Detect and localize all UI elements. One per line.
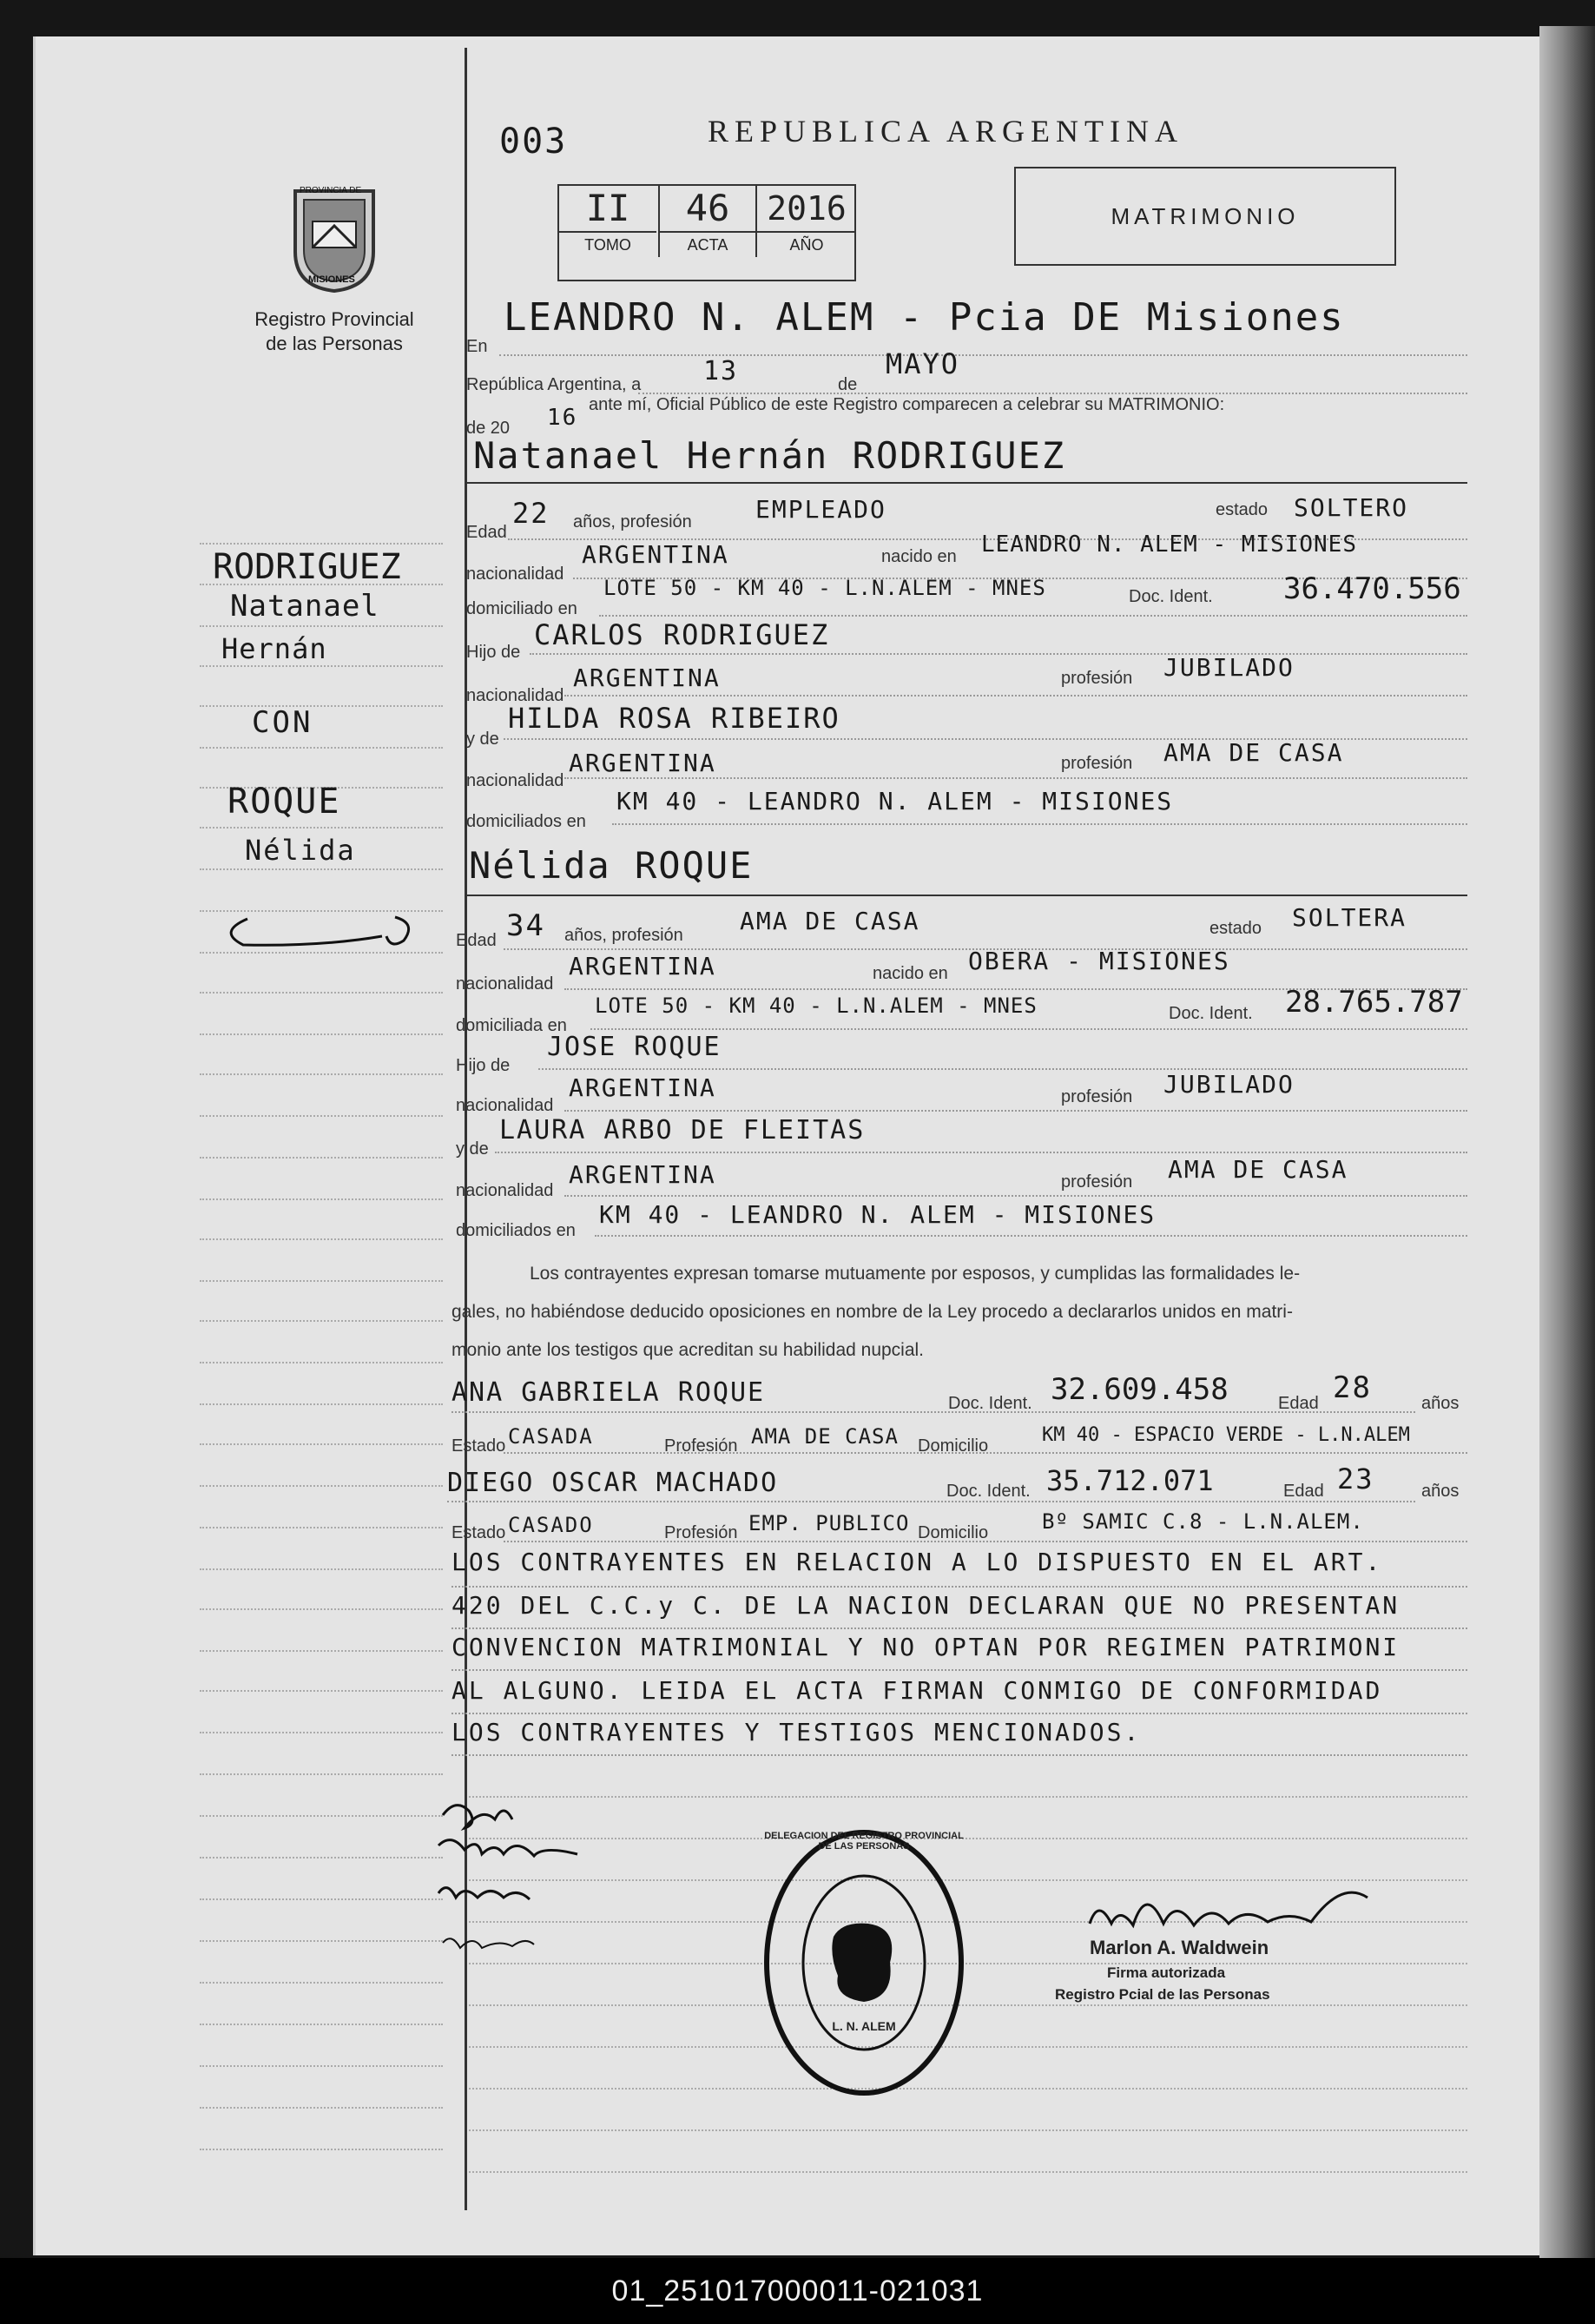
margin-rule — [200, 1650, 443, 1652]
bride-mother-nationality: ARGENTINA — [569, 1160, 716, 1189]
margin-rule — [200, 827, 443, 829]
declaration-line2: gales, no habiéndose deducido oposiciones en nombre de la Ley procedo a declararlos unidos en matri- — [451, 1302, 1293, 1322]
en-label: En — [466, 337, 488, 356]
note-line2: 420 DEL C.C.y C. DE LA NACION DECLARAN QUE NO PRESENTAN — [451, 1591, 1401, 1620]
witness2-profesion-label: Profesión — [664, 1523, 738, 1542]
note-line4: AL ALGUNO. LEIDA EL ACTA FIRMAN CONMIGO DE CONFORMIDAD — [451, 1676, 1383, 1705]
bride-father: JOSE ROQUE — [547, 1032, 722, 1062]
margin-rule — [200, 1940, 443, 1942]
groom-edad-label: Edad — [466, 523, 507, 542]
witness2-doc-label: Doc. Ident. — [946, 1482, 1031, 1501]
republica-label: República Argentina, a — [466, 375, 642, 394]
note-rule2 — [451, 1627, 1467, 1629]
witness2-anos-label: años — [1421, 1482, 1460, 1501]
witness1-rule2 — [504, 1452, 1467, 1454]
note-rule5 — [451, 1754, 1467, 1756]
bride-nationality: ARGENTINA — [569, 952, 716, 980]
groom-address: LOTE 50 - KM 40 - L.N.ALEM - MNES — [603, 576, 1046, 600]
witness1-profession: AMA DE CASA — [751, 1424, 899, 1449]
margin-rule — [200, 1403, 443, 1405]
bride-mother: LAURA ARBO DE FLEITAS — [499, 1115, 866, 1145]
margin-line4: CON — [252, 705, 313, 740]
blank-rule — [469, 2046, 1467, 2048]
place-rule — [499, 354, 1467, 356]
margin-line2: Natanael — [230, 589, 379, 624]
groom-domiciliado-label: domiciliado en — [466, 599, 577, 618]
groom-nacido-label: nacido en — [881, 547, 957, 566]
bride-birthplace: OBERA - MISIONES — [968, 947, 1230, 975]
groom-domiciliados-label: domiciliados en — [466, 812, 586, 831]
groom-estado-label: estado — [1216, 500, 1269, 519]
note-rule1 — [451, 1586, 1467, 1588]
margin-rule — [200, 2149, 443, 2150]
witness1-edad-label: Edad — [1278, 1394, 1319, 1413]
margin-rule — [200, 1568, 443, 1570]
groom-father-nat-label: nacionalidad — [466, 686, 564, 705]
groom-father-profession: JUBILADO — [1163, 653, 1295, 682]
bride-father-nat-rule — [564, 1110, 1467, 1112]
registry-name-line2: de las Personas — [266, 333, 403, 354]
groom-birthplace: LEANDRO N. ALEM - MISIONES — [981, 531, 1357, 558]
groom-dom-rule — [599, 615, 1467, 617]
bride-domiciliada-label: domiciliada en — [456, 1016, 567, 1035]
official-title: Firma autorizada — [1107, 1964, 1226, 1981]
groom-mother-nat-rule — [564, 777, 1467, 779]
bride-father-nat-label: nacionalidad — [456, 1096, 554, 1115]
bride-estado-label: estado — [1209, 919, 1262, 938]
witness1-age: 28 — [1333, 1370, 1372, 1405]
note-rule3 — [451, 1669, 1467, 1671]
margin-rule — [200, 1238, 443, 1240]
seal-text-top: PROVINCIA DE — [300, 186, 362, 195]
margin-rule — [200, 1198, 443, 1200]
registry-stamp — [760, 1824, 968, 2102]
bride-doc-label: Doc. Ident. — [1169, 1004, 1253, 1023]
margin-rule — [200, 1320, 443, 1322]
bride-nacido-label: nacido en — [873, 964, 948, 983]
margin-rule — [200, 1690, 443, 1692]
act-type-box — [1014, 167, 1396, 266]
date-rule — [638, 393, 1467, 394]
page-number: 003 — [499, 122, 568, 162]
blank-rule — [469, 2088, 1467, 2090]
country-title: REPUBLICA ARGENTINA — [708, 114, 1184, 149]
margin-rule — [200, 625, 443, 627]
groom-father-nat-rule — [564, 695, 1467, 697]
groom-hijo-label: Hijo de — [466, 643, 521, 662]
bride-edad-label: Edad — [456, 931, 497, 950]
bride-mother-nat-rule — [564, 1195, 1467, 1197]
declaration-line1: Los contrayentes expresan tomarse mutuamente por esposos, y cumplidas las formalidades le- — [530, 1264, 1301, 1284]
margin-rule — [200, 1157, 443, 1159]
year-suffix: 16 — [547, 405, 578, 431]
bride-name-rule — [466, 895, 1467, 896]
margin-rule — [200, 1033, 443, 1035]
year-prefix: de 20 — [466, 419, 511, 438]
place-value: LEANDRO N. ALEM - Pcia DE Misiones — [504, 295, 1345, 340]
groom-yde-label: y de — [466, 730, 499, 749]
acta-label: ACTA — [658, 231, 755, 257]
groom-status: SOLTERO — [1294, 493, 1409, 522]
ante-text: ante mí, Oficial Público de este Registro comparecen a celebrar su MATRIMONIO: — [589, 395, 1225, 414]
margin-rule — [200, 1732, 443, 1733]
groom-doc-label: Doc. Ident. — [1129, 587, 1213, 606]
groom-father-prof-label: profesión — [1061, 669, 1133, 688]
bride-father-prof-label: profesión — [1061, 1087, 1133, 1106]
groom-name-rule — [466, 482, 1467, 484]
month-value: MAYO — [886, 347, 960, 380]
margin-rule — [200, 2024, 443, 2025]
witness2-profession: EMP. PUBLICO — [748, 1511, 910, 1535]
bride-mother-prof-label: profesión — [1061, 1172, 1133, 1192]
groom-profession: EMPLEADO — [755, 495, 886, 524]
image-id-bar — [0, 2258, 1595, 2324]
margin-line3: Hernán — [221, 632, 327, 665]
margin-rule — [200, 1280, 443, 1282]
witness2-edad-label: Edad — [1283, 1482, 1324, 1501]
groom-mother: HILDA ROSA RIBEIRO — [508, 702, 840, 735]
tomo-label: TOMO — [559, 231, 656, 257]
bride-parents-address: KM 40 - LEANDRO N. ALEM - MISIONES — [599, 1200, 1157, 1229]
bride-full-name: Nélida ROQUE — [469, 844, 754, 887]
tomo-acta-anio-table — [557, 184, 856, 281]
witness1-rule — [451, 1411, 1415, 1413]
margin-rule — [200, 1982, 443, 1984]
witness1-doc-label: Doc. Ident. — [948, 1394, 1032, 1413]
groom-parents-rule — [612, 823, 1467, 825]
witness2-age: 23 — [1337, 1462, 1374, 1495]
bride-parents-rule — [595, 1235, 1467, 1237]
acta-value: 46 — [658, 186, 755, 231]
bride-yde-label: y de — [456, 1139, 489, 1159]
bride-mother-nat-label: nacionalidad — [456, 1181, 554, 1200]
bride-address: LOTE 50 - KM 40 - L.N.ALEM - MNES — [595, 994, 1038, 1018]
witness2-rule2 — [504, 1541, 1467, 1542]
bride-hijo-label: Hijo de — [456, 1056, 511, 1075]
bride-age: 34 — [506, 908, 545, 943]
bride-father-nationality: ARGENTINA — [569, 1073, 716, 1102]
note-rule4 — [451, 1713, 1467, 1714]
groom-nacionalidad-label: nacionalidad — [466, 564, 564, 584]
margin-rule — [200, 1527, 443, 1528]
margin-rule — [200, 1815, 443, 1817]
bride-father-rule — [538, 1068, 1467, 1070]
stamp-center-text: L. N. ALEM — [832, 2019, 896, 2033]
tomo-value: II — [585, 187, 630, 229]
party-signatures — [430, 1793, 638, 1967]
note-line1: LOS CONTRAYENTES EN RELACION A LO DISPUESTO EN EL ART. — [451, 1548, 1383, 1576]
witness2-rule — [447, 1501, 1415, 1502]
de-label: de — [838, 375, 858, 394]
bride-mother-profession: AMA DE CASA — [1168, 1155, 1348, 1184]
blank-rule — [469, 2129, 1467, 2131]
witness1-doc: 32.609.458 — [1051, 1372, 1229, 1407]
official-name: Marlon A. Waldwein — [1090, 1937, 1269, 1958]
witness1-address: KM 40 - ESPACIO VERDE - L.N.ALEM — [1042, 1424, 1410, 1446]
witness1-estado-label: Estado — [451, 1436, 506, 1456]
margin-rule — [200, 543, 443, 545]
margin-rule — [200, 2107, 443, 2109]
seal-text-bottom: MISIONES — [308, 274, 355, 285]
day-value: 13 — [703, 356, 739, 386]
margin-rule — [200, 1073, 443, 1075]
bride-anos-label: años, profesión — [564, 926, 683, 945]
anio-label: AÑO — [755, 231, 856, 257]
margin-rule — [200, 747, 443, 749]
groom-mother-nat-label: nacionalidad — [466, 771, 564, 790]
margin-rule — [200, 1443, 443, 1445]
groom-mother-prof-label: profesión — [1061, 754, 1133, 773]
witness1-anos-label: años — [1421, 1394, 1460, 1413]
groom-full-name: Natanael Hernán RODRIGUEZ — [473, 434, 1066, 477]
declaration-text — [451, 1255, 1467, 1370]
witness2-status: CASADO — [508, 1513, 594, 1537]
bride-mother-rule — [495, 1152, 1467, 1153]
margin-rule — [200, 1362, 443, 1363]
witness1-domicilio-label: Domicilio — [918, 1436, 989, 1456]
bride-doc: 28.765.787 — [1285, 985, 1463, 1020]
groom-father-rule — [530, 653, 1467, 655]
declaration-line3: monio ante los testigos que acreditan su habilidad nupcial. — [451, 1340, 925, 1360]
groom-father-nationality: ARGENTINA — [573, 664, 721, 692]
margin-flourish — [217, 910, 417, 954]
groom-anos-label: años, profesión — [573, 512, 692, 531]
groom-doc: 36.470.556 — [1283, 571, 1461, 606]
margin-rule — [200, 1773, 443, 1775]
groom-father: CARLOS RODRIGUEZ — [534, 618, 830, 651]
bride-father-profession: JUBILADO — [1163, 1070, 1295, 1099]
act-type-label: MATRIMONIO — [1111, 203, 1300, 229]
witness1-name: ANA GABRIELA ROQUE — [451, 1377, 766, 1408]
bride-status: SOLTERA — [1292, 903, 1407, 932]
margin-rule — [200, 705, 443, 707]
margin-line1: RODRIGUEZ — [213, 547, 401, 587]
image-id-text: 01_251017000011-021031 — [611, 2274, 984, 2307]
witness2-estado-label: Estado — [451, 1523, 506, 1542]
witness2-doc: 35.712.071 — [1046, 1464, 1214, 1497]
stamp-ring-text: DELEGACION DEL REGISTRO PROVINCIAL DE LAS PERSONAS — [764, 1831, 964, 1852]
official-office: Registro Pcial de las Personas — [1055, 1986, 1270, 2003]
margin-rule — [200, 1857, 443, 1859]
margin-rule — [200, 2065, 443, 2067]
margin-rule — [200, 992, 443, 994]
book-spine-edge — [1539, 26, 1595, 2258]
margin-rule — [200, 1898, 443, 1900]
bride-domiciliados-label: domiciliados en — [456, 1221, 576, 1240]
groom-nationality: ARGENTINA — [582, 540, 729, 569]
margin-rule — [200, 868, 443, 870]
registry-name-line1: Registro Provincial — [254, 308, 414, 330]
blank-rule — [469, 2171, 1467, 2173]
groom-age: 22 — [512, 497, 550, 530]
margin-line6: Nélida — [245, 834, 356, 867]
bride-profession: AMA DE CASA — [740, 907, 920, 935]
note-line5: LOS CONTRAYENTES Y TESTIGOS MENCIONADOS. — [451, 1718, 1142, 1746]
groom-mother-nationality: ARGENTINA — [569, 749, 716, 777]
margin-rule — [200, 1485, 443, 1487]
witness2-domicilio-label: Domicilio — [918, 1523, 989, 1542]
witness1-profesion-label: Profesión — [664, 1436, 738, 1456]
blank-rule — [469, 2004, 1467, 2006]
margin-rule — [200, 1608, 443, 1610]
margin-rule — [200, 665, 443, 667]
margin-line5: ROQUE — [227, 782, 341, 822]
anio-value: 2016 — [755, 186, 856, 231]
groom-parents-address: KM 40 - LEANDRO N. ALEM - MISIONES — [616, 787, 1174, 815]
witness1-status: CASADA — [508, 1424, 594, 1449]
witness2-address: Bº SAMIC C.8 - L.N.ALEM. — [1042, 1509, 1364, 1534]
bride-dom-rule — [590, 1028, 1467, 1030]
margin-rule — [200, 1115, 443, 1117]
witness2-name: DIEGO OSCAR MACHADO — [447, 1468, 779, 1498]
note-line3: CONVENCION MATRIMONIAL Y NO OPTAN POR REGIMEN PATRIMONI — [451, 1633, 1401, 1661]
groom-mother-profession: AMA DE CASA — [1163, 738, 1344, 767]
bride-nacionalidad-label: nacionalidad — [456, 974, 554, 994]
